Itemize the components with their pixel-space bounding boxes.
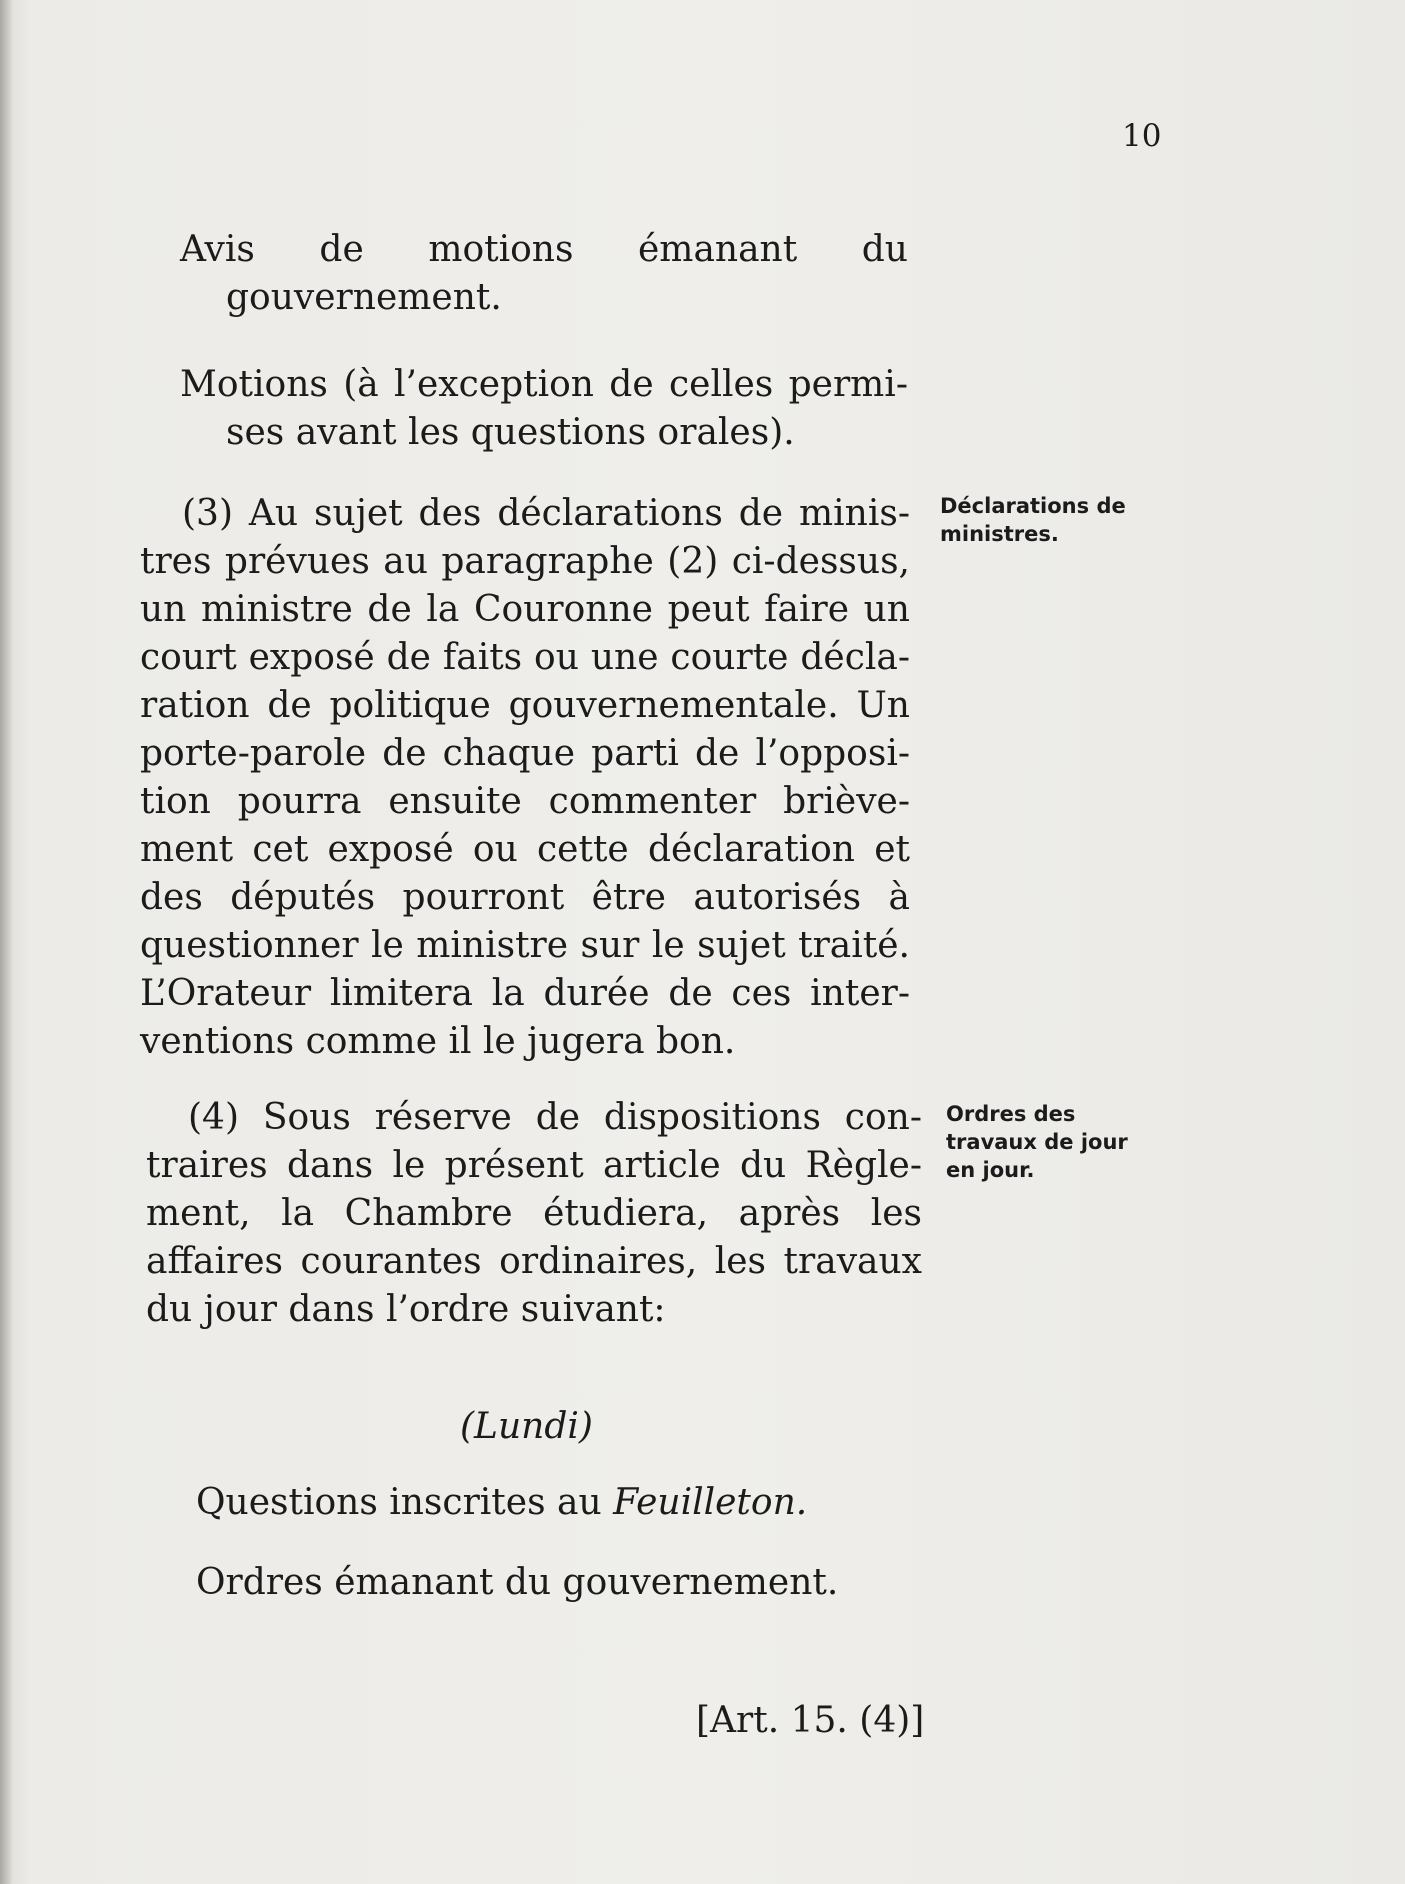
margin-note-line: en jour. [946,1158,1035,1182]
avis-line-2: gouvernement. [226,277,502,318]
margin-note-ordres [946,1100,1128,1184]
paragraph-4 [146,1094,922,1334]
para3-line: court exposé de faits ou une courte décla- [140,637,910,678]
para3-line: tion pourra ensuite commenter briève- [140,781,910,822]
para3-line: un ministre de la Couronne peut faire un [140,589,910,630]
para3-line: questionner le ministre sur le sujet traité. [140,925,910,966]
margin-note-declarations [940,492,1126,548]
para4-line: affaires courantes ordinaires, les travaux [146,1241,922,1282]
article-reference: [Art. 15. (4)] [696,1700,925,1741]
monday-questions [196,1482,807,1523]
para3-line: ration de politique gouvernementale. Un [140,685,910,726]
para3-line: des députés pourront être autorisés à [140,877,910,918]
monday-orders: Ordres émanant du gouvernement. [196,1562,839,1603]
para3-line: (3) Au sujet des déclarations de minis- [182,493,910,534]
motions-line-2: ses avant les questions orales). [226,412,795,453]
para3-line: ventions comme il le jugera bon. [140,1021,736,1062]
motions-item [140,361,908,457]
avis-line-1: Avis de motions émanant du [180,229,908,270]
para4-line: (4) Sous réserve de dispositions con- [188,1097,922,1138]
para4-line: traires dans le présent article du Règle- [146,1145,922,1186]
margin-note-line: ministres. [940,522,1059,546]
para3-line: tres prévues au paragraphe (2) ci-dessus, [140,541,910,582]
paragraph-3 [140,490,910,1066]
day-heading-text: (Lundi) [460,1406,593,1447]
para4-line: du jour dans l’ordre suivant: [146,1289,666,1330]
para4-line: ment, la Chambre étudiera, après les [146,1193,922,1234]
avis-item [140,226,908,322]
margin-note-line: Déclarations de [940,494,1126,518]
page-binding-edge [0,0,12,1884]
margin-note-line: Ordres des [946,1102,1076,1126]
margin-note-line: travaux de jour [946,1130,1128,1154]
questions-text: Questions inscrites au [196,1482,614,1523]
motions-line-1: Motions (à l’exception de celles permi- [180,364,908,405]
page-number: 10 [1122,118,1162,154]
day-heading [460,1406,593,1447]
feuilleton-text: Feuilleton. [613,1482,808,1523]
para3-line: L’Orateur limitera la durée de ces inter- [140,973,910,1014]
para3-line: porte-parole de chaque parti de l’opposi- [140,733,910,774]
para3-line: ment cet exposé ou cette déclaration et [140,829,910,870]
